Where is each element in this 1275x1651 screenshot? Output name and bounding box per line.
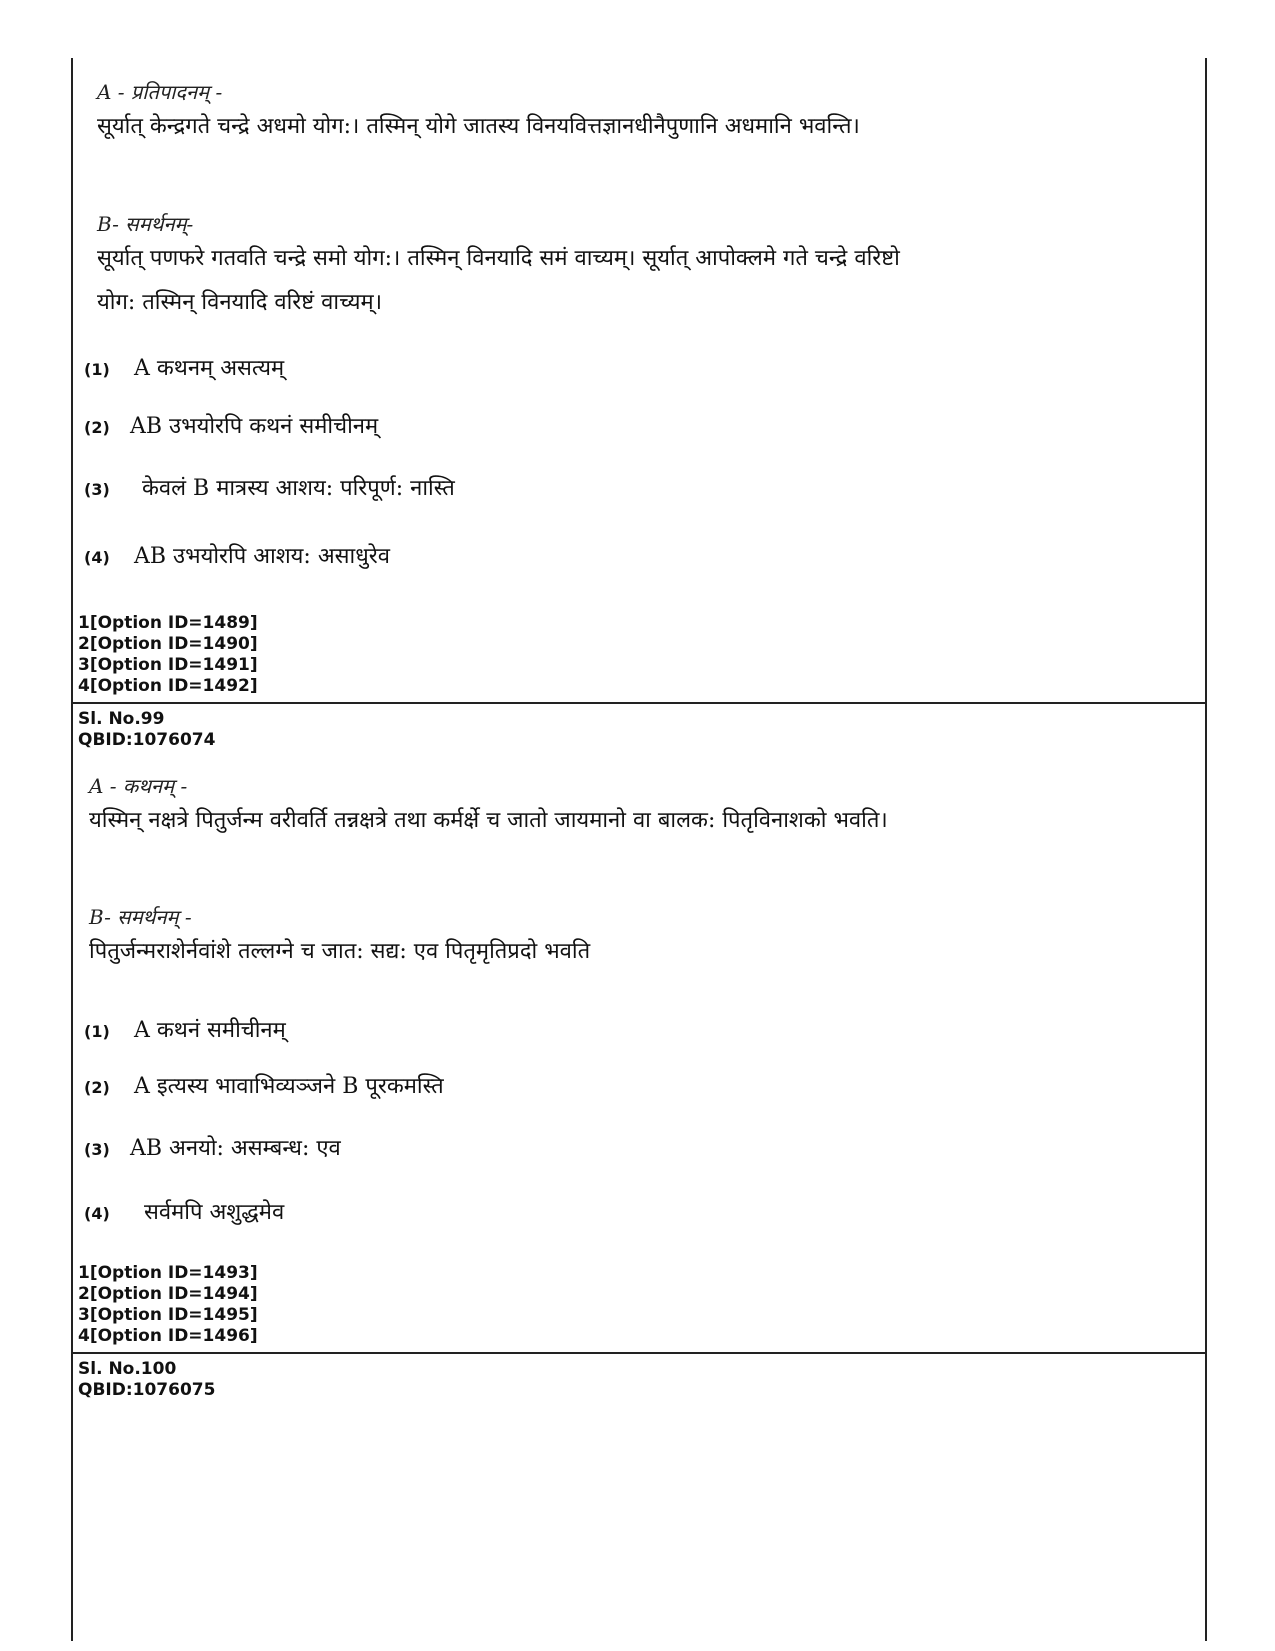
q99-statement-a — [75, 772, 1195, 843]
q99-option-2[interactable] — [84, 1070, 444, 1100]
q98-option-3-text: केवलं B मात्रस्य आशय: परिपूर्ण: नास्ति — [142, 476, 455, 501]
q100-qbid: QBID:1076075 — [78, 1380, 216, 1400]
q98-option-1-number: (1) — [84, 359, 110, 379]
q99-option-1-text: A कथनं समीचीनम् — [134, 1018, 286, 1043]
q99-option-3-number: (3) — [84, 1139, 110, 1159]
q98-option-3-number: (3) — [84, 479, 110, 499]
q98-b-text: सूर्यात् पणफरे गतवति चन्द्रे समो योग:। तस्मिन् विनयादि समं वाच्यम्। सूर्यात् आपोक्लमे गते चन्द्रे वरिष्टो योग: तस्मिन् विनयादि वरिष्टं वाच्यम्। — [97, 246, 900, 315]
q99-option-4-text: सर्वमपि अशुद्धमेव — [144, 1200, 285, 1225]
option-id-line: 4[Option ID=1492] — [78, 676, 258, 696]
question-divider — [71, 702, 1207, 704]
right-border — [1205, 58, 1207, 1641]
q99-option-4[interactable] — [84, 1196, 284, 1226]
q98-option-4[interactable] — [84, 540, 390, 570]
q98-a-label: A - प्रतिपादनम् - — [97, 80, 223, 104]
q99-b-label: B- समर्थनम् - — [89, 905, 192, 929]
q98-option-ids — [78, 613, 258, 697]
option-id-line: 1[Option ID=1493] — [78, 1263, 258, 1283]
q98-a-text: सूर्यात् केन्द्रगते चन्द्रे अधमो योग:। तस्मिन् योगे जातस्य विनयवित्तज्ञानधीनैपुणानि अधमानि भवन्ति। — [97, 114, 860, 139]
left-border — [71, 58, 73, 1641]
q98-option-4-text: AB उभयोरपि आशय: असाधुरेव — [134, 544, 390, 569]
q99-option-2-number: (2) — [84, 1077, 110, 1097]
q99-a-label: A - कथनम् - — [89, 774, 188, 798]
q99-serial-number: Sl. No.99 — [78, 709, 165, 729]
q99-option-ids — [78, 1263, 258, 1347]
q99-b-text: पितुर्जन्मराशेर्नवांशे तल्लग्ने च जात: सद्य: एव पितृमृतिप्रदो भवति — [89, 939, 591, 964]
q100-header — [78, 1359, 215, 1401]
option-id-line: 3[Option ID=1495] — [78, 1305, 258, 1325]
q99-a-text: यस्मिन् नक्षत्रे पितुर्जन्म वरीवर्ति तन्नक्षत्रे तथा कर्मर्क्षे च जातो जायमानो वा बालक: पितृविनाशको भवति। — [89, 808, 888, 833]
q98-option-2-text: AB उभयोरपि कथनं समीचीनम् — [130, 414, 379, 439]
q100-serial-number: Sl. No.100 — [78, 1359, 177, 1379]
q98-option-2[interactable] — [84, 410, 378, 440]
q99-option-1-number: (1) — [84, 1021, 110, 1041]
q99-statement-b — [75, 903, 1195, 974]
q99-option-2-text: A इत्यस्य भावाभिव्यञ्जने B पूरकमस्ति — [134, 1074, 444, 1099]
q98-b-label: B- समर्थनम्- — [97, 212, 194, 236]
q98-statement-b — [75, 210, 1195, 325]
q99-qbid: QBID:1076074 — [78, 730, 216, 750]
q98-option-4-number: (4) — [84, 547, 110, 567]
q98-statement-a — [75, 78, 1195, 149]
option-id-line: 3[Option ID=1491] — [78, 655, 258, 675]
q99-header — [78, 709, 215, 751]
q99-option-1[interactable] — [84, 1014, 286, 1044]
option-id-line: 4[Option ID=1496] — [78, 1326, 258, 1346]
q98-option-1[interactable] — [84, 352, 284, 382]
q99-option-4-number: (4) — [84, 1203, 110, 1223]
option-id-line: 2[Option ID=1490] — [78, 634, 258, 654]
q99-option-3-text: AB अनयो: असम्बन्ध: एव — [130, 1136, 341, 1161]
q98-option-2-number: (2) — [84, 417, 110, 437]
q98-option-1-text: A कथनम् असत्यम् — [134, 356, 285, 381]
question-divider — [71, 1352, 1207, 1354]
q99-option-3[interactable] — [84, 1132, 341, 1162]
option-id-line: 2[Option ID=1494] — [78, 1284, 258, 1304]
q98-option-3[interactable] — [84, 472, 455, 502]
option-id-line: 1[Option ID=1489] — [78, 613, 258, 633]
